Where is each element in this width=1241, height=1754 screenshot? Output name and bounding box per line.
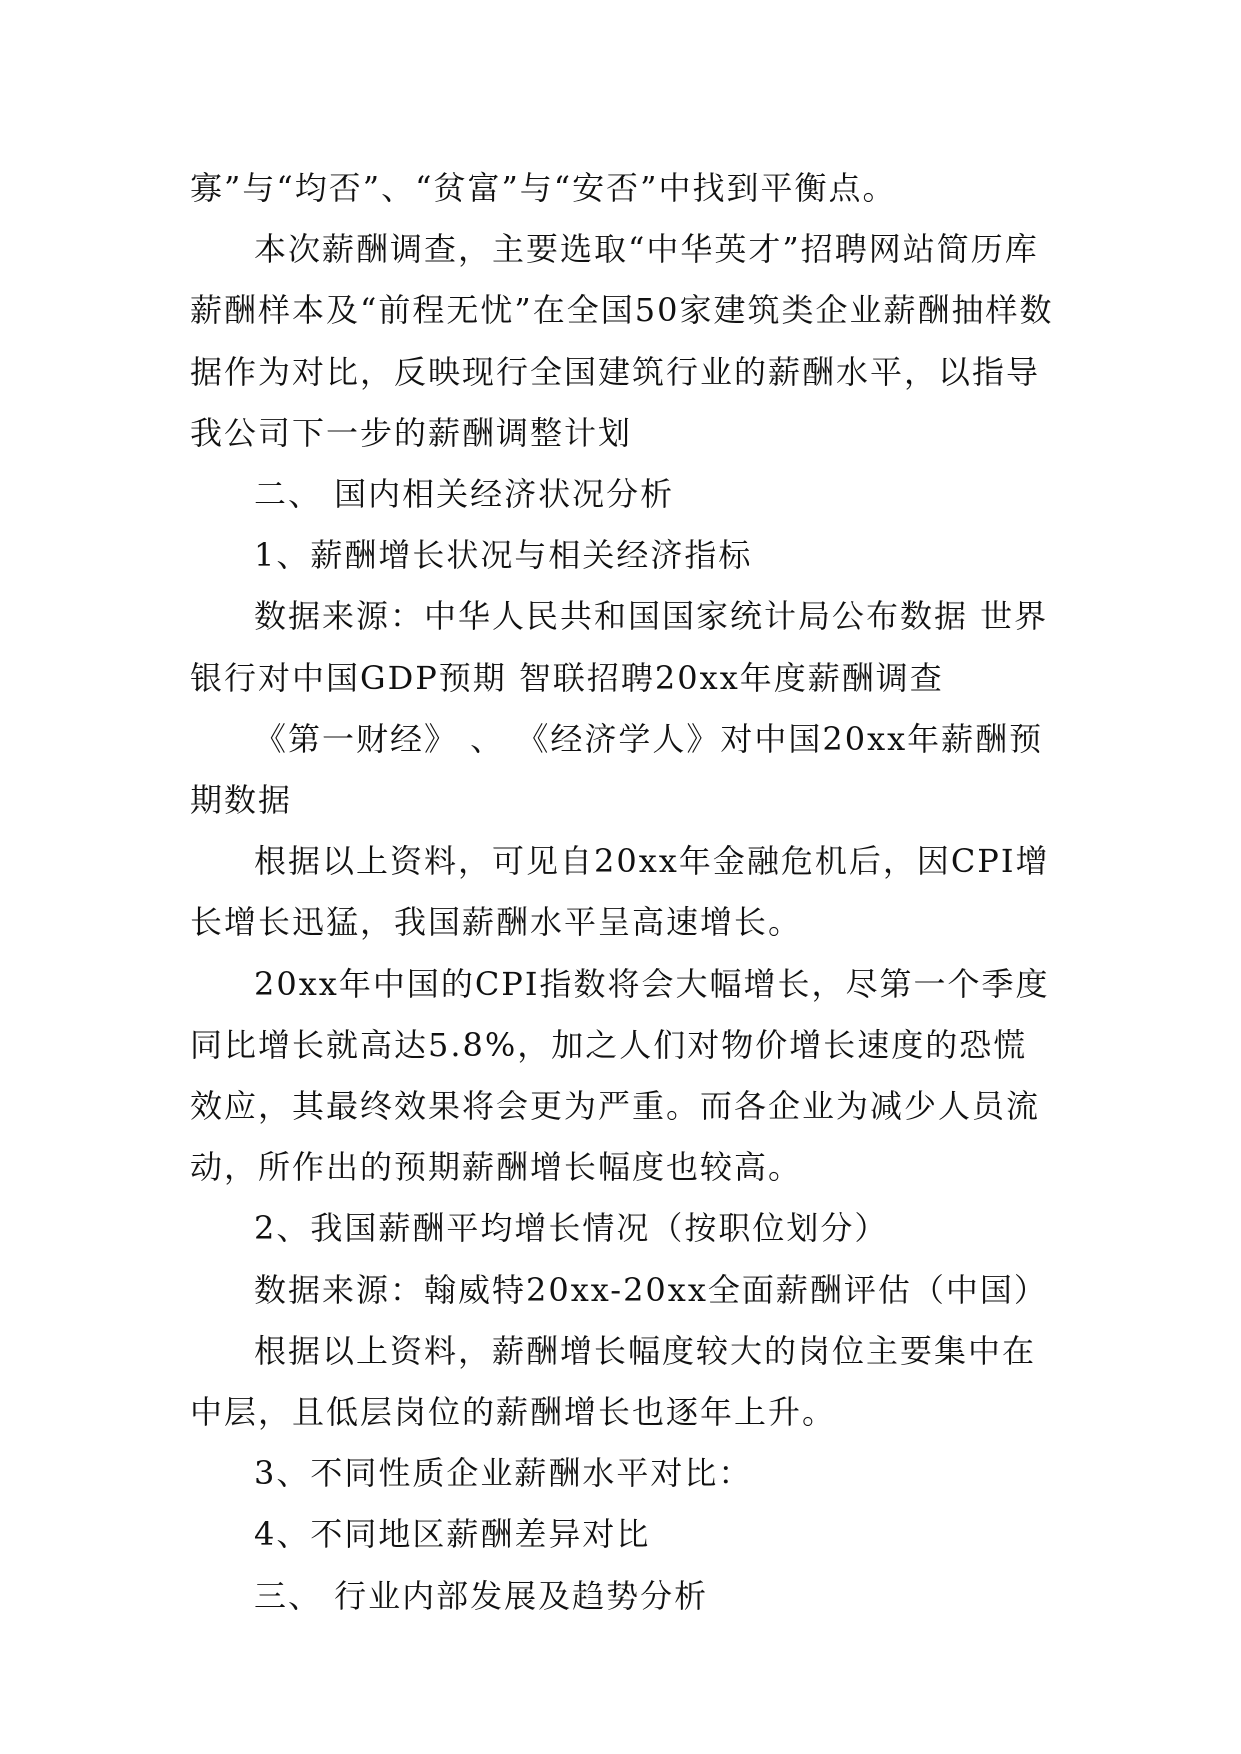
paragraph-data-source-1b: 《第一财经》 、 《经济学人》对中国20xx年薪酬预期数据 xyxy=(190,719,1044,820)
subheading-2: 2、我国薪酬平均增长情况（按职位划分） xyxy=(254,1209,889,1248)
section-heading-2: 二、 国内相关经济状况分析 xyxy=(254,475,675,514)
document-body xyxy=(190,158,1055,1627)
paragraph-analysis-1: 根据以上资料，可见自20xx年金融危机后，因CPI增长增长迅猛，我国薪酬水平呈高速增长。 xyxy=(190,842,1050,942)
paragraph-survey-intro: 本次薪酬调查，主要选取“中华英才”招聘网站简历库薪酬样本及“前程无忧”在全国50家建筑类企业薪酬抽样数据作为对比，反映现行全国建筑行业的薪酬水平，以指导我公司下一步的薪酬调整计划 xyxy=(190,230,1054,452)
subheading-1: 1、薪酬增长状况与相关经济指标 xyxy=(254,536,753,575)
paragraph-continuation: 寡”与“均否”、“贫富”与“安否”中找到平衡点。 xyxy=(190,169,897,207)
subheading-4: 4、不同地区薪酬差异对比 xyxy=(254,1515,651,1554)
paragraph-cpi: 20xx年中国的CPI指数将会大幅增长，尽第一个季度同比增长就高达5.8%，加之人们对物价增长速度的恐慌效应，其最终效果将会更为严重。而各企业为减少人员流动，所作出的预期薪酬增长幅度也较高。 xyxy=(190,964,1050,1187)
paragraph-data-source-1: 数据来源：中华人民共和国国家统计局公布数据 世界银行对中国GDP预期 智联招聘20xx年度薪酬调查 xyxy=(190,597,1049,697)
paragraph-data-source-2: 数据来源：翰威特20xx-20xx全面薪酬评估（中国） xyxy=(254,1270,1048,1309)
paragraph-analysis-2: 根据以上资料，薪酬增长幅度较大的岗位主要集中在中层，且低层岗位的薪酬增长也逐年上升。 xyxy=(190,1331,1037,1432)
section-heading-3: 三、 行业内部发展及趋势分析 xyxy=(254,1576,709,1615)
subheading-3: 3、不同性质企业薪酬水平对比： xyxy=(254,1454,753,1493)
